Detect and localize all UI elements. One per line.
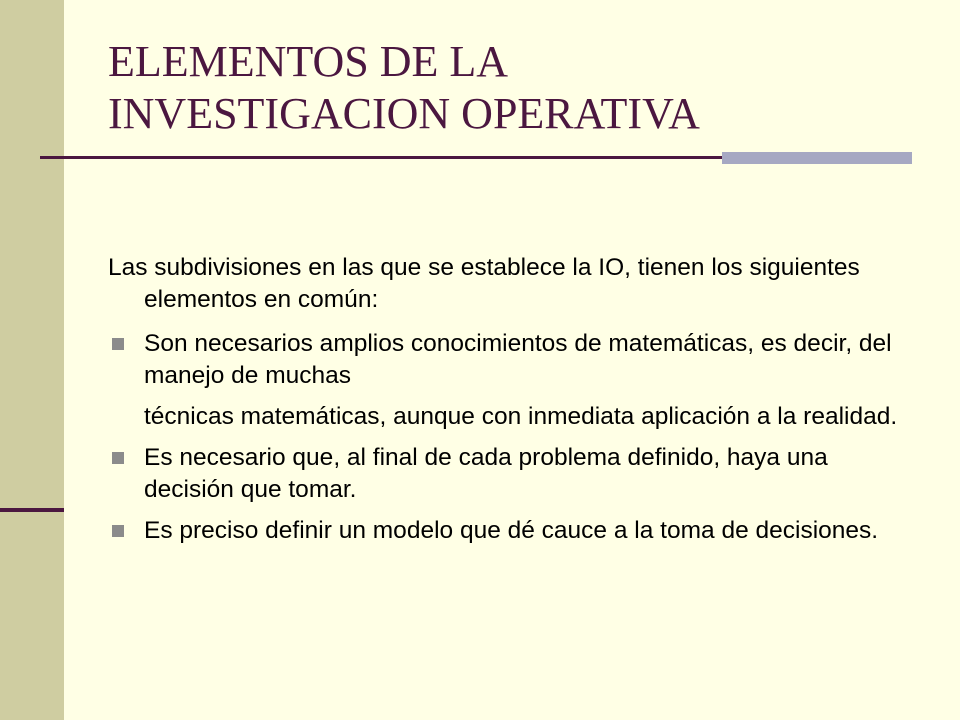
intro-paragraph: Las subdivisiones en las que se establece la IO, tienen los siguientes elementos en común: [108,254,860,313]
bullet-item-1-continuation: técnicas matemáticas, aunque con inmediata aplicación a la realidad. [144,403,898,430]
slide-title [108,36,908,140]
bullet-text: Son necesarios amplios conocimientos de matemáticas, es decir, del manejo de muchas [144,330,892,389]
slide-body [108,252,908,556]
title-underline-accent [722,152,912,164]
left-decorative-bar [0,0,64,720]
bullet-text: Es preciso definir un modelo que dé cauce a la toma de decisiones. [144,517,879,544]
square-bullet-icon [112,338,124,350]
square-bullet-icon [112,452,124,464]
bullet-item-2 [108,442,908,506]
left-bar-accent-line [0,508,64,512]
square-bullet-icon [112,525,124,537]
bullet-item-3 [108,515,908,547]
title-line-1: ELEMENTOS DE LA [108,37,509,86]
bullet-text: Es necesario que, al final de cada problema definido, haya una decisión que tomar. [144,444,828,503]
bullet-item-1 [108,328,908,392]
title-line-2: INVESTIGACION OPERATIVA [108,89,700,138]
